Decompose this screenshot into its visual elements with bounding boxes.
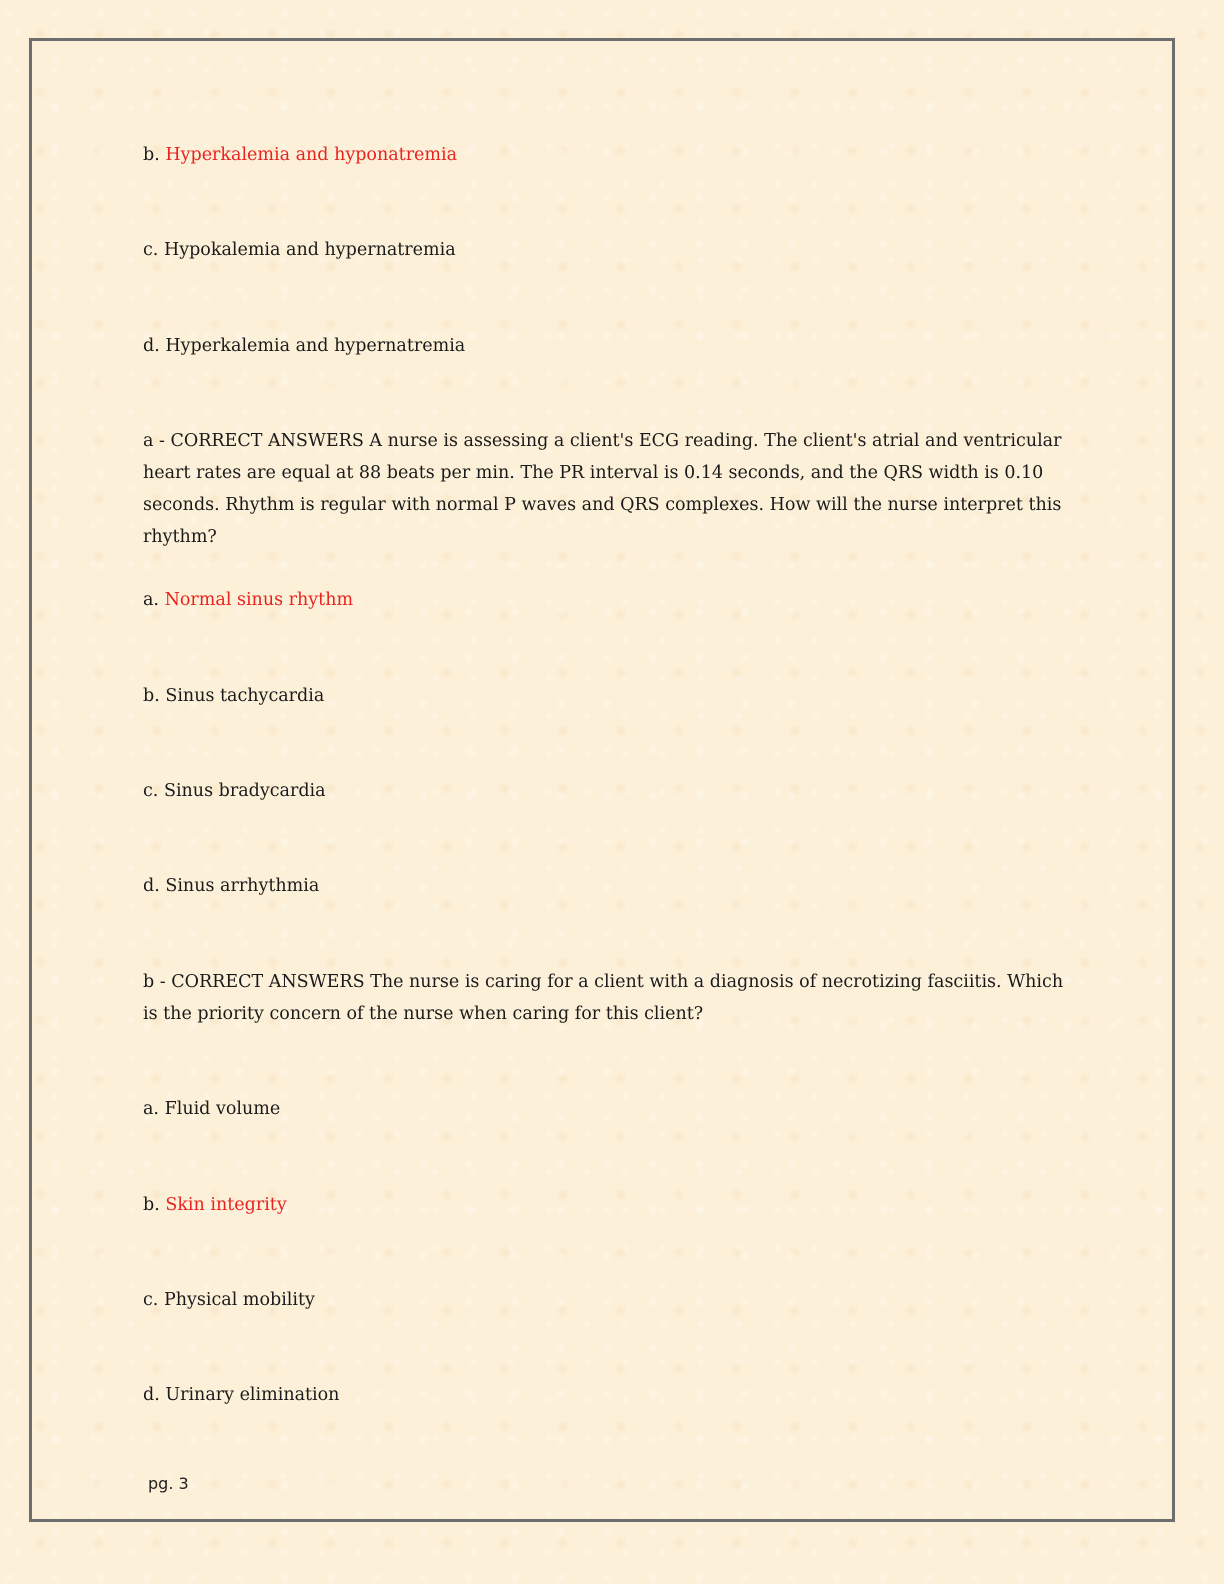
option-text: Sinus bradycardia bbox=[163, 781, 326, 801]
correct-option-text: Hyperkalemia and hyponatremia bbox=[165, 145, 458, 165]
option-letter: d. bbox=[143, 336, 160, 356]
option-letter: c. bbox=[143, 781, 159, 801]
answer-option bbox=[143, 1284, 1078, 1316]
answer-option bbox=[143, 330, 1078, 362]
answer-option bbox=[143, 1093, 1078, 1125]
answer-option bbox=[143, 775, 1078, 807]
answer-option bbox=[143, 139, 1078, 171]
answer-option bbox=[143, 1189, 1078, 1221]
option-letter: b. bbox=[143, 145, 160, 165]
option-text: Sinus arrhythmia bbox=[165, 876, 320, 896]
question-text: a - CORRECT ANSWERS A nurse is assessing a client's ECG reading. The client's atrial and ventricular heart rates are equal at 88 beats per min. The PR interval is 0.14 seconds, and the QRS width is 0.10 seconds. Rhythm is regular with normal P waves and QRS complexes. How will the nurse interpret this rhythm? bbox=[143, 431, 1062, 547]
page-number: pg. 3 bbox=[148, 1474, 189, 1493]
answer-option bbox=[143, 1379, 1078, 1411]
correct-option-text: Skin integrity bbox=[165, 1195, 287, 1215]
answer-option bbox=[143, 584, 1078, 616]
answer-option bbox=[143, 870, 1078, 902]
option-letter: c. bbox=[143, 240, 159, 260]
option-letter: a. bbox=[143, 590, 159, 610]
question-text: b - CORRECT ANSWERS The nurse is caring for a client with a diagnosis of necrotizing fasciitis. Which is the priority concern of the nurse when caring for this client? bbox=[143, 972, 1064, 1024]
option-text: Hyperkalemia and hypernatremia bbox=[165, 336, 466, 356]
option-letter: b. bbox=[143, 1195, 160, 1215]
option-letter: c. bbox=[143, 1290, 159, 1310]
option-letter: d. bbox=[143, 1385, 160, 1405]
option-letter: d. bbox=[143, 876, 160, 896]
correct-option-text: Normal sinus rhythm bbox=[164, 590, 354, 610]
option-letter: a. bbox=[143, 1099, 159, 1119]
option-text: Hypokalemia and hypernatremia bbox=[163, 240, 456, 260]
answer-option bbox=[143, 234, 1078, 266]
answer-option bbox=[143, 680, 1078, 712]
option-text: Fluid volume bbox=[164, 1099, 281, 1119]
option-text: Physical mobility bbox=[163, 1290, 315, 1310]
option-text: Urinary elimination bbox=[165, 1385, 340, 1405]
option-text: Sinus tachycardia bbox=[165, 686, 325, 706]
option-letter: b. bbox=[143, 686, 160, 706]
